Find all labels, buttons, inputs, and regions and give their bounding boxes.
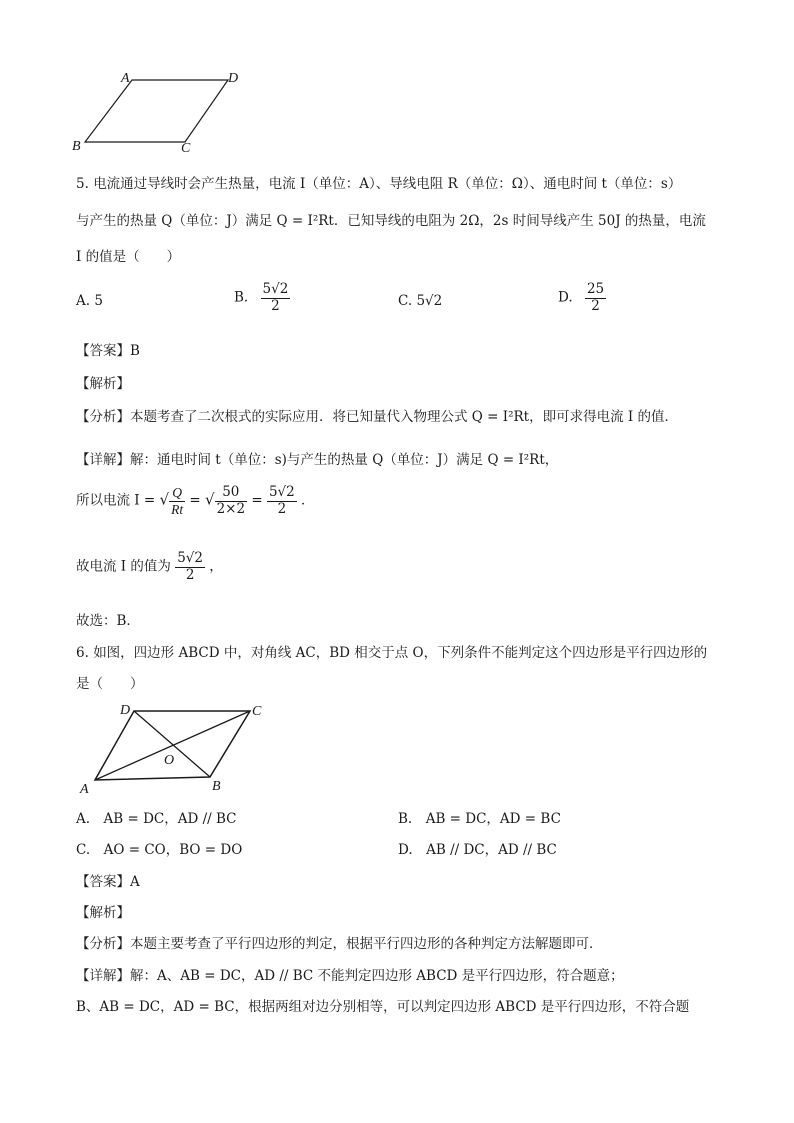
q5-answer: 【答案】B xyxy=(76,343,140,359)
fig2-label-o: O xyxy=(164,753,175,768)
q6-detail-1: 【详解】解：A、AB = DC，AD // BC 不能判定四边形 ABCD 是平行四边形，符合题意； xyxy=(76,968,624,984)
q6-line-1: 6. 如图，四边形 ABCD 中，对角线 AC，BD 相交于点 O，下列条件不能判定这个四边形是平行四边形的 xyxy=(76,645,708,661)
q5-calculation: 所以电流 I = √ $\frac{Q}{Rt}$ = √ $\frac{50}{2\times 2}$ = $\frac{5√2}{2}$ ． xyxy=(76,484,315,517)
q5-line-2: 与产生的热量 Q（单位：J）满足 Q = I²Rt．已知导线的电阻为 2Ω，2s 时间导线产生 50J 的热量，电流 xyxy=(76,213,706,229)
q5-option-c[interactable]: C. 5√2 xyxy=(398,293,443,309)
q6-option-a[interactable]: A. AB = DC，AD // BC xyxy=(76,811,237,827)
q5-option-b[interactable]: B. $\frac{5√2}{2}$ xyxy=(234,281,289,314)
q5-option-d[interactable]: D. $\frac{25}{2}$ xyxy=(558,281,605,314)
fig1-label-b: B xyxy=(72,139,81,154)
fig1-label-a: A xyxy=(121,71,130,86)
q6-option-d[interactable]: D. AB // DC，AD // BC xyxy=(398,842,557,858)
q6-answer: 【答案】A xyxy=(76,874,140,890)
parallelogram-figure-1 xyxy=(60,62,260,158)
parallelogram-figure-2 xyxy=(70,698,280,798)
q6-line-2: 是（ ） xyxy=(76,676,144,692)
fig1-label-d: D xyxy=(228,71,239,86)
fig1-label-c: C xyxy=(181,141,191,156)
fig2-label-a: A xyxy=(80,782,89,797)
q5-option-a[interactable]: A. 5 xyxy=(76,293,103,309)
fig2-label-d: D xyxy=(120,703,131,718)
fig2-label-c: C xyxy=(252,704,262,719)
q6-option-b[interactable]: B. AB = DC，AD = BC xyxy=(398,811,561,827)
q5-line-3: I 的值是（ ） xyxy=(76,249,181,265)
q6-option-c[interactable]: C. AO = CO，BO = DO xyxy=(76,842,243,858)
q5-analysis-heading: 【解析】 xyxy=(76,376,130,392)
fig2-label-b: B xyxy=(212,779,221,794)
q5-line-1: 5. 电流通过导线时会产生热量，电流 I（单位：A）、导线电阻 R（单位：Ω）、通电时间 t（单位：s） xyxy=(76,176,682,192)
q5-choose: 故选：B． xyxy=(76,613,140,629)
q5-result: 故电流 I 的值为 $\frac{5√2}{2}$ ， xyxy=(76,550,223,583)
q6-fenxi: 【分析】本题主要考查了平行四边形的判定，根据平行四边形的各种判定方法解题即可． xyxy=(76,936,603,952)
q6-analysis-heading: 【解析】 xyxy=(76,905,130,921)
q5-fenxi: 【分析】本题考查了二次根式的实际应用．将已知量代入物理公式 Q = I²Rt，即可求得电流 I 的值． xyxy=(76,409,679,425)
q5-detail: 【详解】解：通电时间 t（单位：s)与产生的热量 Q（单位：J）满足 Q = I²Rt， xyxy=(76,452,559,468)
q6-detail-2: B、AB = DC，AD = BC，根据两组对边分别相等，可以判定四边形 ABCD 是平行四边形，不符合题 xyxy=(76,999,690,1015)
